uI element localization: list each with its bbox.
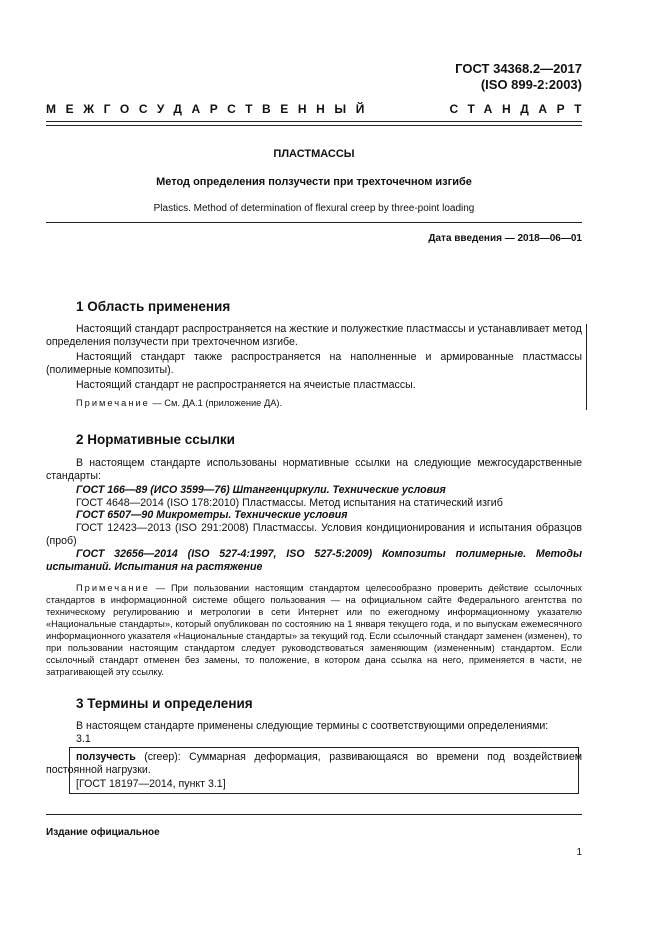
introduction-date: Дата введения — 2018—06—01 [428, 233, 582, 244]
section-1-note [46, 397, 582, 409]
reference-5: ГОСТ 32656—2014 (ISO 527-4:1997, ISO 527-5:2009) Композиты полимерные. Методы испытаний. Испытания на растяжение [46, 548, 582, 573]
header-divider-bottom [46, 125, 582, 126]
term-source: [ГОСТ 18197—2014, пункт 3.1] [76, 778, 226, 790]
header-divider-top [46, 121, 582, 122]
term-number: 3.1 [76, 733, 91, 745]
reference-4: ГОСТ 12423—2013 (ISO 291:2008) Пластмассы. Условия кондиционирования и испытания образцов (проб) [46, 522, 582, 547]
change-bar [586, 324, 587, 410]
reference-3: ГОСТ 6507—90 Микрометры. Технические условия [76, 509, 348, 521]
interstate-standard-banner [46, 102, 591, 116]
english-title: Plastics. Method of determination of flexural creep by three-point loading [153, 203, 475, 214]
official-edition: Издание официальное [46, 827, 160, 838]
section-1-para-1: Настоящий стандарт распространяется на жесткие и полужесткие пластмассы и устанавливает метод определения ползучести при трехточечном изгибе. [46, 323, 582, 348]
note-label: Примечание [76, 398, 150, 408]
gost-number: ГОСТ 34368.2—2017 [455, 61, 582, 76]
document-subtitle: Метод определения ползучести при трехточечном изгибе [156, 176, 472, 188]
footer-divider [46, 814, 582, 815]
document-title: ПЛАСТМАССЫ [273, 148, 355, 160]
section-2-intro: В настоящем стандарте использованы нормативные ссылки на следующие межгосударственные стандарты: [46, 457, 582, 482]
reference-2: ГОСТ 4648—2014 (ISO 178:2010) Пластмассы. Метод испытания на статический изгиб [76, 497, 503, 509]
note-label: Примечание [76, 583, 150, 593]
term: ползучесть [76, 751, 136, 763]
section-1-para-3: Настоящий стандарт не распространяется на ячеистые пластмассы. [76, 379, 416, 391]
note-text: — При пользовании настоящим стандартом целесообразно проверить действие ссылочных стандартов в информационной системе общего пользования — на официальном сайте Федерального агентства по техническому регулированию и метрологии в сети Интернет или по ежегодному информационному указателю «Национальные стандарты», который опубликован по состоянию на 1 января текущего года, и по выпускам ежемесячного информационного указателя «Национальные стандарты» за текущий год. Если ссылочный стандарт заменен (изменен), то при пользовании настоящим стандартом следует руководствоваться заменяющим (измененным) стандартом. Если ссылочный стандарт отменен без замены, то положение, в котором дана ссылка на него, применяется в части, не затрагивающей эту ссылку. [46, 583, 582, 677]
term-definition [46, 751, 582, 776]
banner-left: МЕЖГОСУДАРСТВЕННЫЙ [46, 102, 374, 116]
section-2-heading: 2 Нормативные ссылки [76, 432, 235, 447]
document-number-block [455, 61, 582, 93]
iso-number: (ISO 899-2:2003) [480, 77, 582, 92]
section-1-para-2: Настоящий стандарт также распространяется на наполненные и армированные пластмассы (полимерные композиты). [46, 351, 582, 376]
note-text: — См. ДА.1 (приложение ДА). [149, 398, 283, 408]
section-3-intro: В настоящем стандарте применены следующие термины с соответствующими определениями: [76, 720, 549, 732]
term-text: (creep): Суммарная деформация, развивающаяся во времени под воздействием постоянной нагрузки. [46, 751, 582, 776]
section-1-heading: 1 Область применения [76, 299, 231, 314]
title-divider [46, 222, 582, 223]
banner-right: СТАНДАРТ [449, 102, 591, 116]
section-2-note [46, 582, 582, 678]
reference-1: ГОСТ 166—89 (ИСО 3599—76) Штангенциркули. Технические условия [76, 484, 446, 496]
section-3-heading: 3 Термины и определения [76, 696, 253, 711]
page-number: 1 [576, 847, 582, 858]
